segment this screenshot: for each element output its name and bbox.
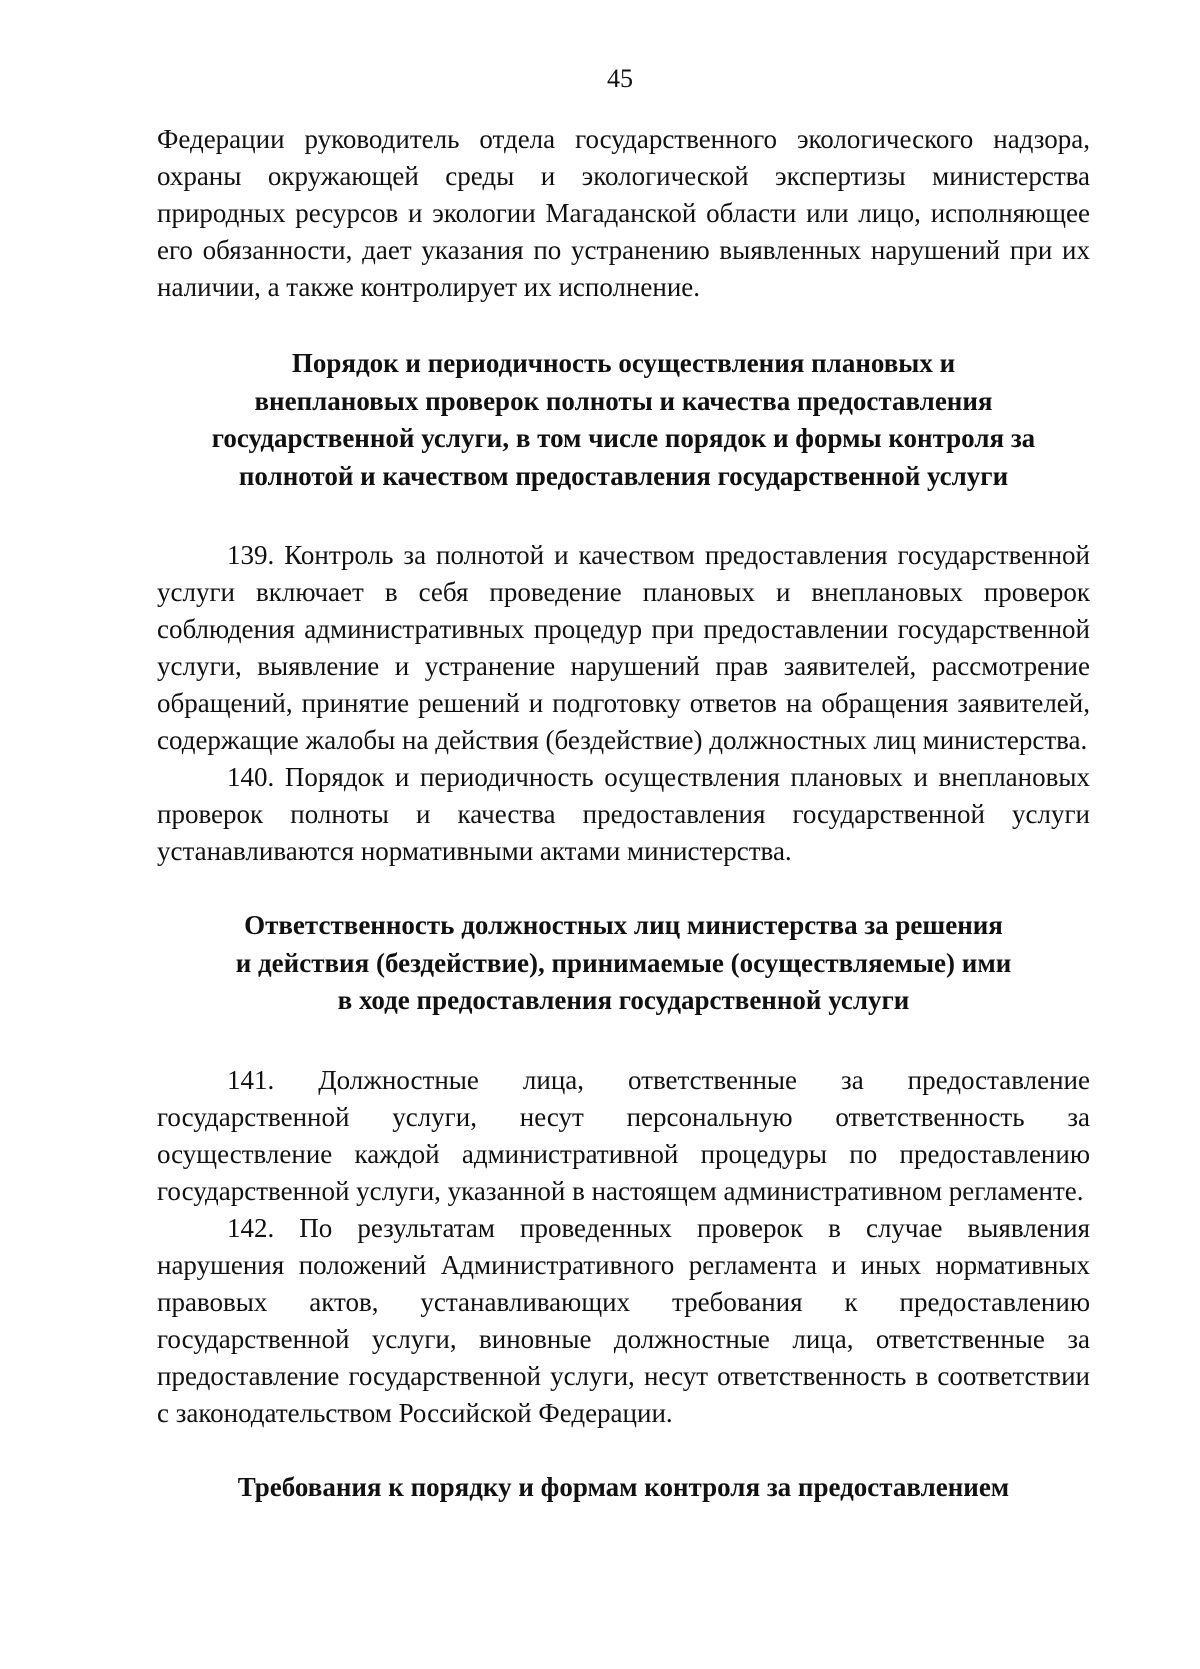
page-number: 45 (607, 64, 633, 93)
section-heading-responsibility (157, 907, 1090, 1020)
heading-line: в ходе предоставления государственной услуги (337, 985, 910, 1015)
heading-line: Ответственность должностных лиц министерства за решения (244, 910, 1003, 940)
heading-line: Требования к порядку и формам контроля за предоставлением (237, 1471, 1010, 1502)
paragraph-140: 140. Порядок и периодичность осуществления плановых и внеплановых проверок полноты и качества предоставления государственной услуги устанавливаются нормативными актами министерства. (157, 762, 1090, 866)
document-body (157, 121, 1090, 1506)
heading-line: полнотой и качеством предоставления государственной услуги (238, 460, 1009, 491)
section-heading-control-requirements (157, 1469, 1090, 1507)
heading-line: Порядок и периодичность осуществления плановых и (291, 348, 956, 378)
section-heading-inspections (157, 345, 1090, 495)
paragraph-141: 141. Должностные лица, ответственные за предоставление государственной услуги, несут персональную ответственность за осуществление каждой административной процедуры по предоставлению государственной услуги, указанной в настоящем административном регламенте. (157, 1064, 1090, 1206)
paragraph-139: 139. Контроль за полнотой и качеством предоставления государственной услуги включает в себя проведение плановых и внеплановых проверок соблюдения административных процедур при предоставлении государственной услуги, выявление и устранение нарушений прав заявителей, рассмотрение обращений, принятие решений и подготовку ответов на обращения заявителей, содержащие жалобы на действия (бездействие) должностных лиц министерства. (157, 540, 1090, 755)
heading-line: государственной услуги, в том числе порядок и формы контроля за (211, 423, 1036, 453)
heading-line: и действия (бездействие), принимаемые (осуществляемые) ими (235, 947, 1012, 978)
paragraph-142: 142. По результатам проведенных проверок в случае выявления нарушения положений Административного регламента и иных нормативных правовых актов, устанавливающих требования к предоставлению государственной услуги, виновные должностные лица, ответственные за предоставление государственной услуги, несут ответственность в соответствии с законодательством Российской Федерации. (157, 1212, 1090, 1428)
intro-paragraph: Федерации руководитель отдела государственного экологического надзора, охраны окружающей среды и экологической экспертизы министерства природных ресурсов и экологии Магаданской области или лицо, исполняющее его обязанности, дает указания по устранению выявленных нарушений при их наличии, а также контролирует их исполнение. (157, 124, 1090, 302)
heading-line: внеплановых проверок полноты и качества предоставления (254, 385, 993, 416)
